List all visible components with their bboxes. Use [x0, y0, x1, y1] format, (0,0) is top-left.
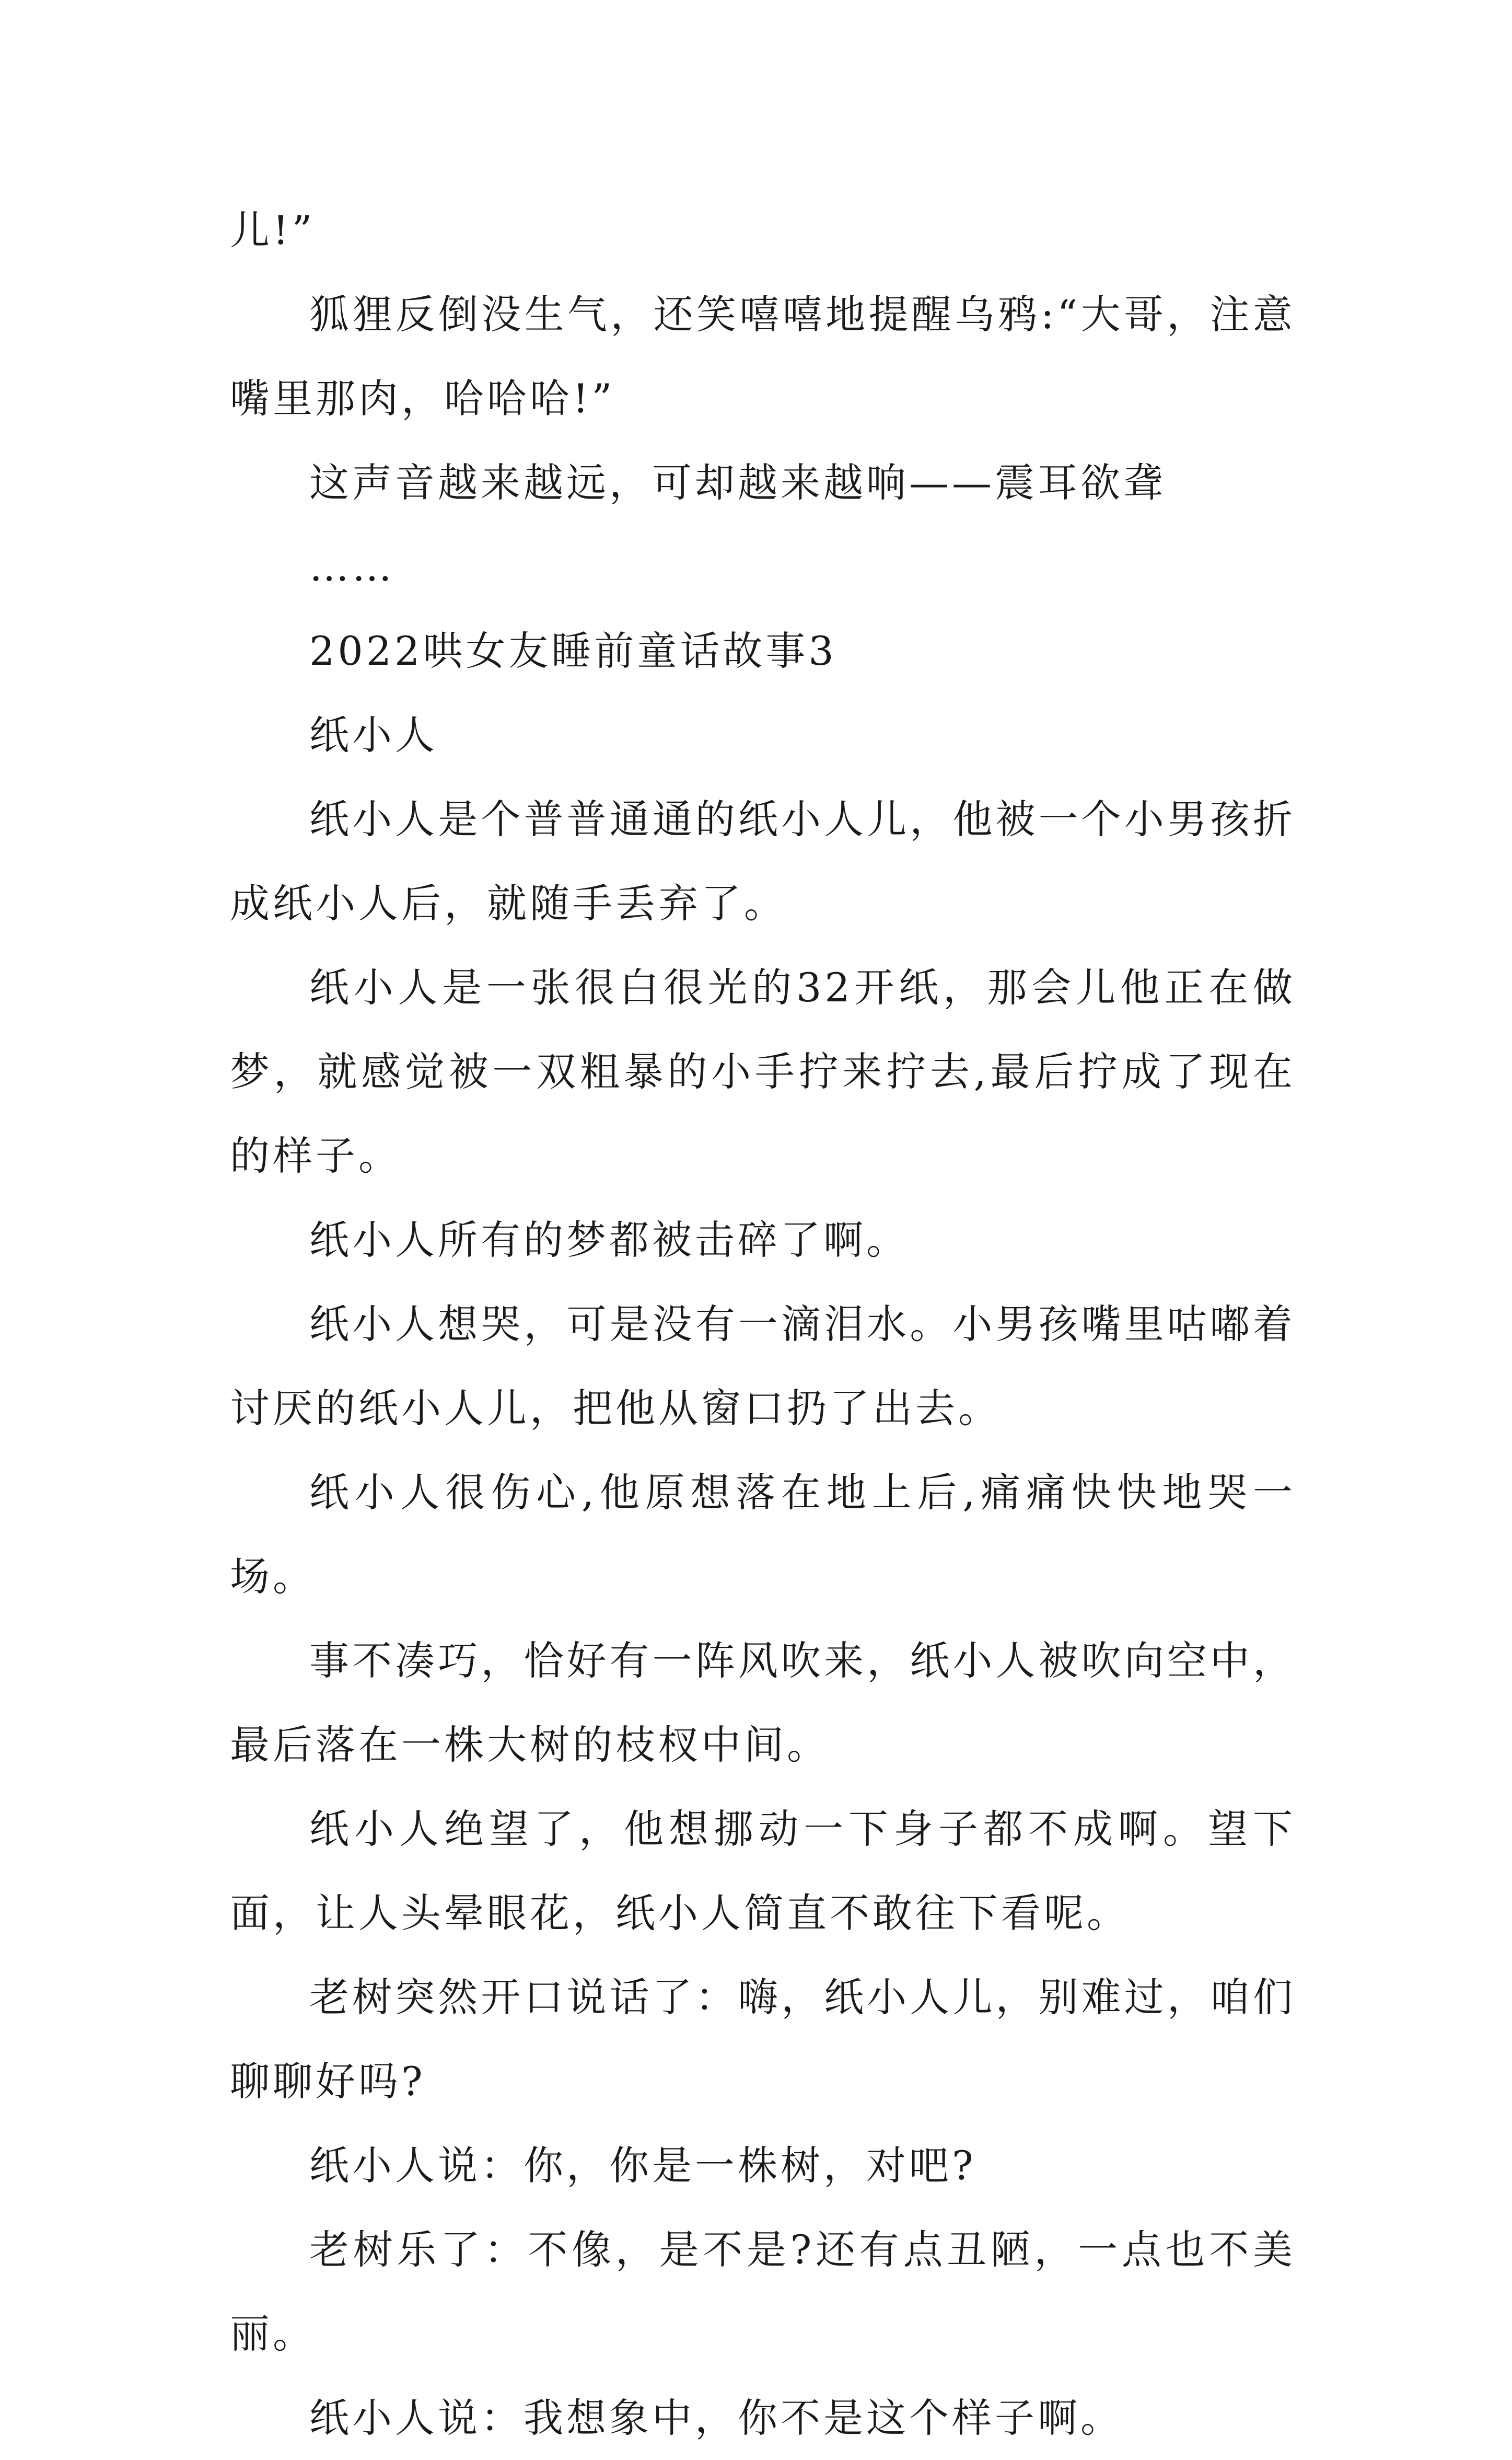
paragraph: 这声音越来越远，可却越来越响——震耳欲聋: [309, 459, 1166, 506]
paragraph: 老树突然开口说话了：嗨，纸小人儿，别难过，咱们聊聊好吗?: [230, 1974, 1296, 2105]
paragraph: 纸小人说：你，你是一株树，对吧?: [309, 2142, 976, 2189]
ellipsis-line: ……: [309, 544, 395, 590]
story-title: 纸小人: [309, 712, 438, 758]
paragraph: 儿!”: [230, 207, 316, 253]
paragraph: 纸小人所有的梦都被击碎了啊。: [309, 1217, 909, 1263]
paragraph: 纸小人是一张很白很光的32开纸，那会儿他正在做梦，就感觉被一双粗暴的小手拧来拧去,最后拧成了现在的样子。: [230, 964, 1296, 1179]
paragraph: 纸小人绝望了，他想挪动一下身子都不成啊。望下面，让人头晕眼花，纸小人简直不敢往下看呢。: [230, 1806, 1296, 1936]
paragraph: 纸小人说：我想象中，你不是这个样子啊。: [309, 2395, 1123, 2441]
paragraph: 纸小人很伤心,他原想落在地上后,痛痛快快地哭一场。: [230, 1469, 1296, 1600]
section-title: 2022哄女友睡前童话故事3: [309, 628, 837, 674]
document-body: [230, 188, 1296, 2460]
paragraph: 老树乐了：不像，是不是?还有点丑陋，一点也不美丽。: [230, 2226, 1296, 2357]
paragraph: 狐狸反倒没生气，还笑嘻嘻地提醒乌鸦:“大哥，注意嘴里那肉，哈哈哈!”: [230, 291, 1296, 422]
paragraph: 事不凑巧，恰好有一阵风吹来，纸小人被吹向空中，最后落在一株大树的枝杈中间。: [230, 1637, 1296, 1768]
paragraph: 纸小人想哭，可是没有一滴泪水。小男孩嘴里咕嘟着讨厌的纸小人儿，把他从窗口扔了出去。: [230, 1301, 1296, 1431]
paragraph: 纸小人是个普普通通的纸小人儿，他被一个小男孩折成纸小人后，就随手丢弃了。: [230, 796, 1296, 927]
